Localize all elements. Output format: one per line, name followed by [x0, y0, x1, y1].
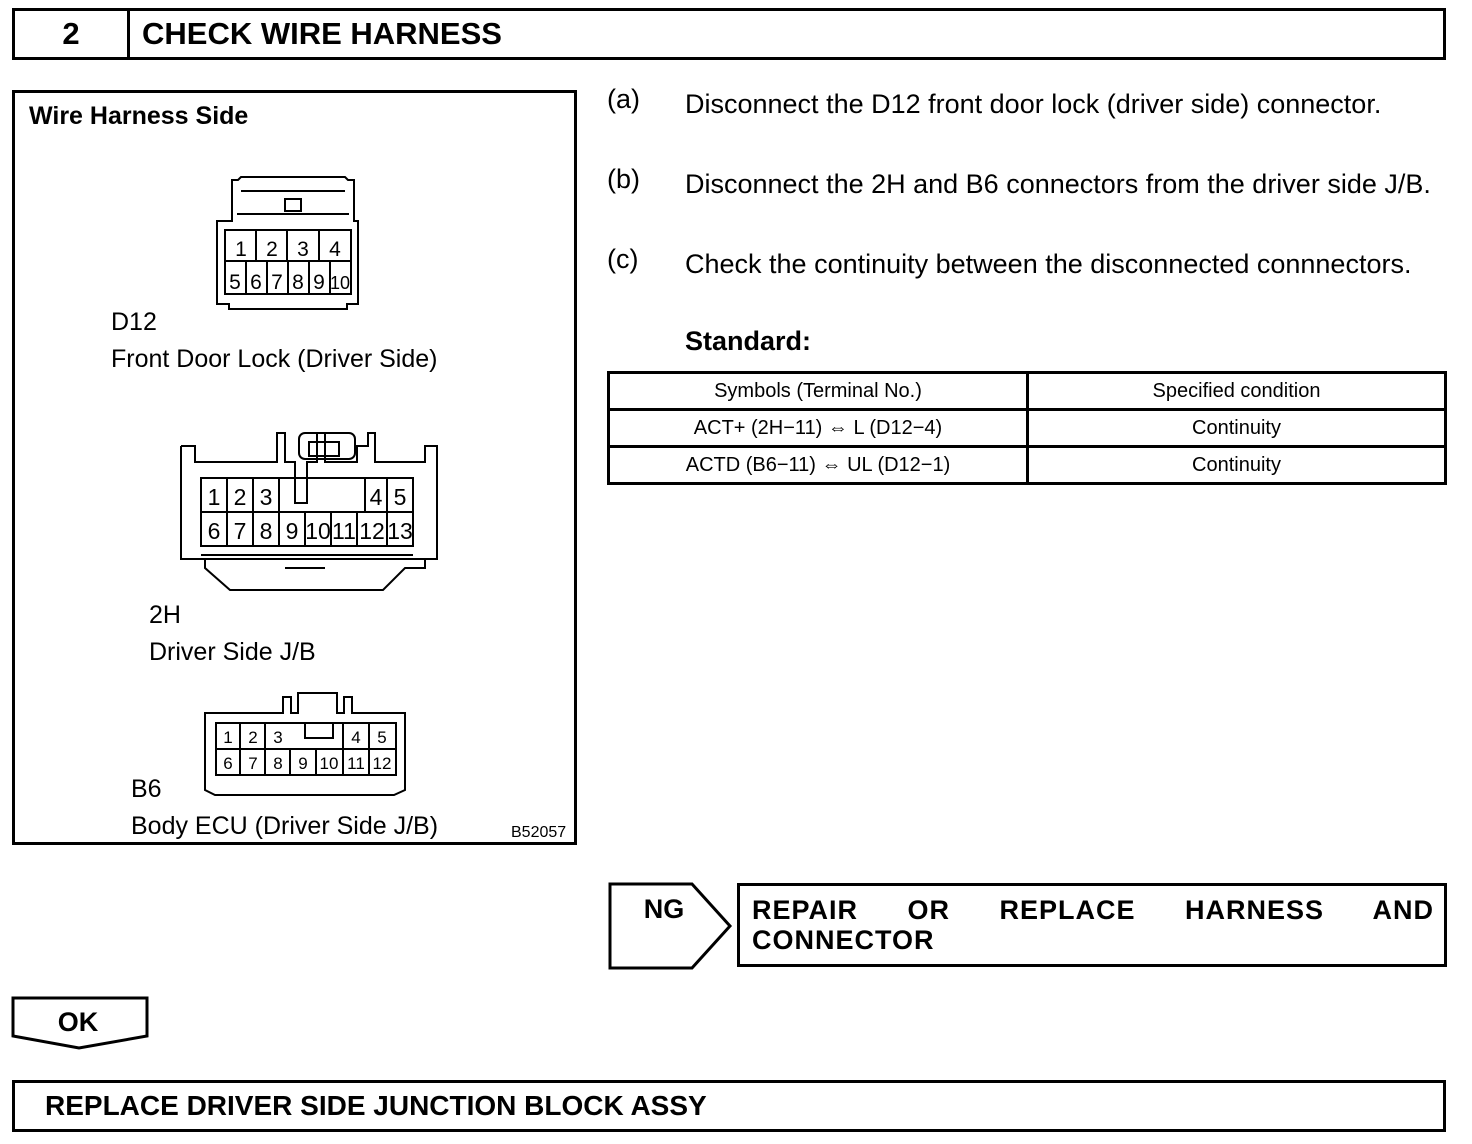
- ng-action-line: REPAIR OR REPLACE HARNESS AND: [752, 895, 1434, 925]
- pin-label: 4: [351, 728, 361, 747]
- pin-label: 8: [259, 518, 273, 544]
- pin-label: 5: [229, 271, 241, 294]
- step-number: 2: [15, 11, 130, 57]
- pin-label: 2: [266, 238, 278, 261]
- connector-d12-code: D12: [111, 308, 157, 336]
- ng-action-text: [752, 895, 1434, 955]
- ng-action-box: [737, 883, 1447, 967]
- connector-b6-name: Body ECU (Driver Side J/B): [131, 812, 439, 840]
- pin-label: 9: [285, 518, 299, 544]
- table-row: [609, 410, 1446, 447]
- connector-b6-code: B6: [131, 775, 162, 803]
- step-header: [12, 8, 1446, 60]
- pin-label: 5: [377, 728, 387, 747]
- pin-label: 12: [372, 754, 392, 773]
- pin-label: 3: [273, 728, 283, 747]
- pin-label: 1: [223, 728, 233, 747]
- connector-d12-pins: [229, 238, 350, 294]
- pin-label: 11: [332, 518, 356, 544]
- pin-label: 10: [319, 754, 339, 773]
- pin-label: 7: [271, 271, 283, 294]
- pin-label: 4: [329, 238, 341, 261]
- connector-b6-pins: [223, 728, 391, 773]
- table-header: Specified condition: [1028, 373, 1446, 410]
- pin-label: 2: [233, 484, 247, 510]
- ok-label: OK: [57, 1007, 99, 1037]
- step-c-letter: (c): [607, 244, 639, 274]
- connector-d12-name: Front Door Lock (Driver Side): [111, 345, 438, 373]
- table-cell: ACTD (B6−11) ⇔ UL (D12−1): [609, 447, 1028, 484]
- pin-label: 9: [313, 271, 325, 294]
- step-title: CHECK WIRE HARNESS: [142, 16, 502, 51]
- pin-label: 4: [369, 484, 383, 510]
- pin-label: 1: [207, 484, 221, 510]
- pin-label: 7: [233, 518, 247, 544]
- spec-table: [607, 371, 1447, 485]
- pin-label: 8: [273, 754, 283, 773]
- table-cell: Continuity: [1028, 447, 1446, 484]
- wire-harness-illustration: [12, 90, 577, 845]
- pin-label: 8: [292, 271, 304, 294]
- figure-ref-code: B52057: [511, 824, 567, 841]
- pin-label: 11: [347, 754, 365, 773]
- table-header: Symbols (Terminal No.): [609, 373, 1028, 410]
- pin-label: 6: [250, 271, 262, 294]
- pin-label: 2: [248, 728, 258, 747]
- connector-2h-code: 2H: [149, 601, 181, 629]
- pin-label: 9: [298, 754, 308, 773]
- step-b-text: Disconnect the 2H and B6 connectors from the driver side J/B.: [685, 169, 1431, 199]
- table-cell: Continuity: [1028, 410, 1446, 447]
- connector-2h-icon: [181, 433, 437, 590]
- connector-2h-pins: [208, 484, 413, 544]
- final-action-box: [12, 1080, 1446, 1132]
- connector-diagram: [15, 93, 574, 842]
- ok-arrow-icon: [11, 996, 151, 1052]
- ng-arrow-icon: [608, 882, 734, 970]
- final-action-text: REPLACE DRIVER SIDE JUNCTION BLOCK ASSY: [45, 1090, 707, 1121]
- table-row: [609, 447, 1446, 484]
- connector-2h-name: Driver Side J/B: [149, 638, 316, 666]
- pin-label: 3: [259, 484, 273, 510]
- pin-label: 12: [359, 518, 385, 544]
- table-header-row: [609, 373, 1446, 410]
- ng-label: NG: [643, 894, 685, 924]
- pin-label: 13: [387, 518, 413, 544]
- pin-label: 6: [223, 754, 233, 773]
- pin-label: 1: [235, 238, 247, 261]
- step-c-text: Check the continuity between the disconnected connnectors.: [685, 249, 1412, 279]
- table-cell: ACT+ (2H−11) ⇔ L (D12−4): [609, 410, 1028, 447]
- pin-label: 6: [207, 518, 221, 544]
- ng-action-line: CONNECTOR: [752, 925, 935, 955]
- diagram-title: Wire Harness Side: [29, 102, 249, 130]
- pin-label: 10: [329, 273, 351, 293]
- step-a-letter: (a): [607, 84, 640, 114]
- pin-label: 3: [297, 238, 309, 261]
- pin-label: 7: [248, 754, 258, 773]
- pin-label: 5: [393, 484, 407, 510]
- step-a-text: Disconnect the D12 front door lock (driver side) connector.: [685, 89, 1382, 119]
- step-b-letter: (b): [607, 164, 640, 194]
- pin-label: 10: [305, 518, 331, 544]
- connector-b6-icon: [205, 693, 405, 795]
- standard-label: Standard:: [685, 326, 812, 356]
